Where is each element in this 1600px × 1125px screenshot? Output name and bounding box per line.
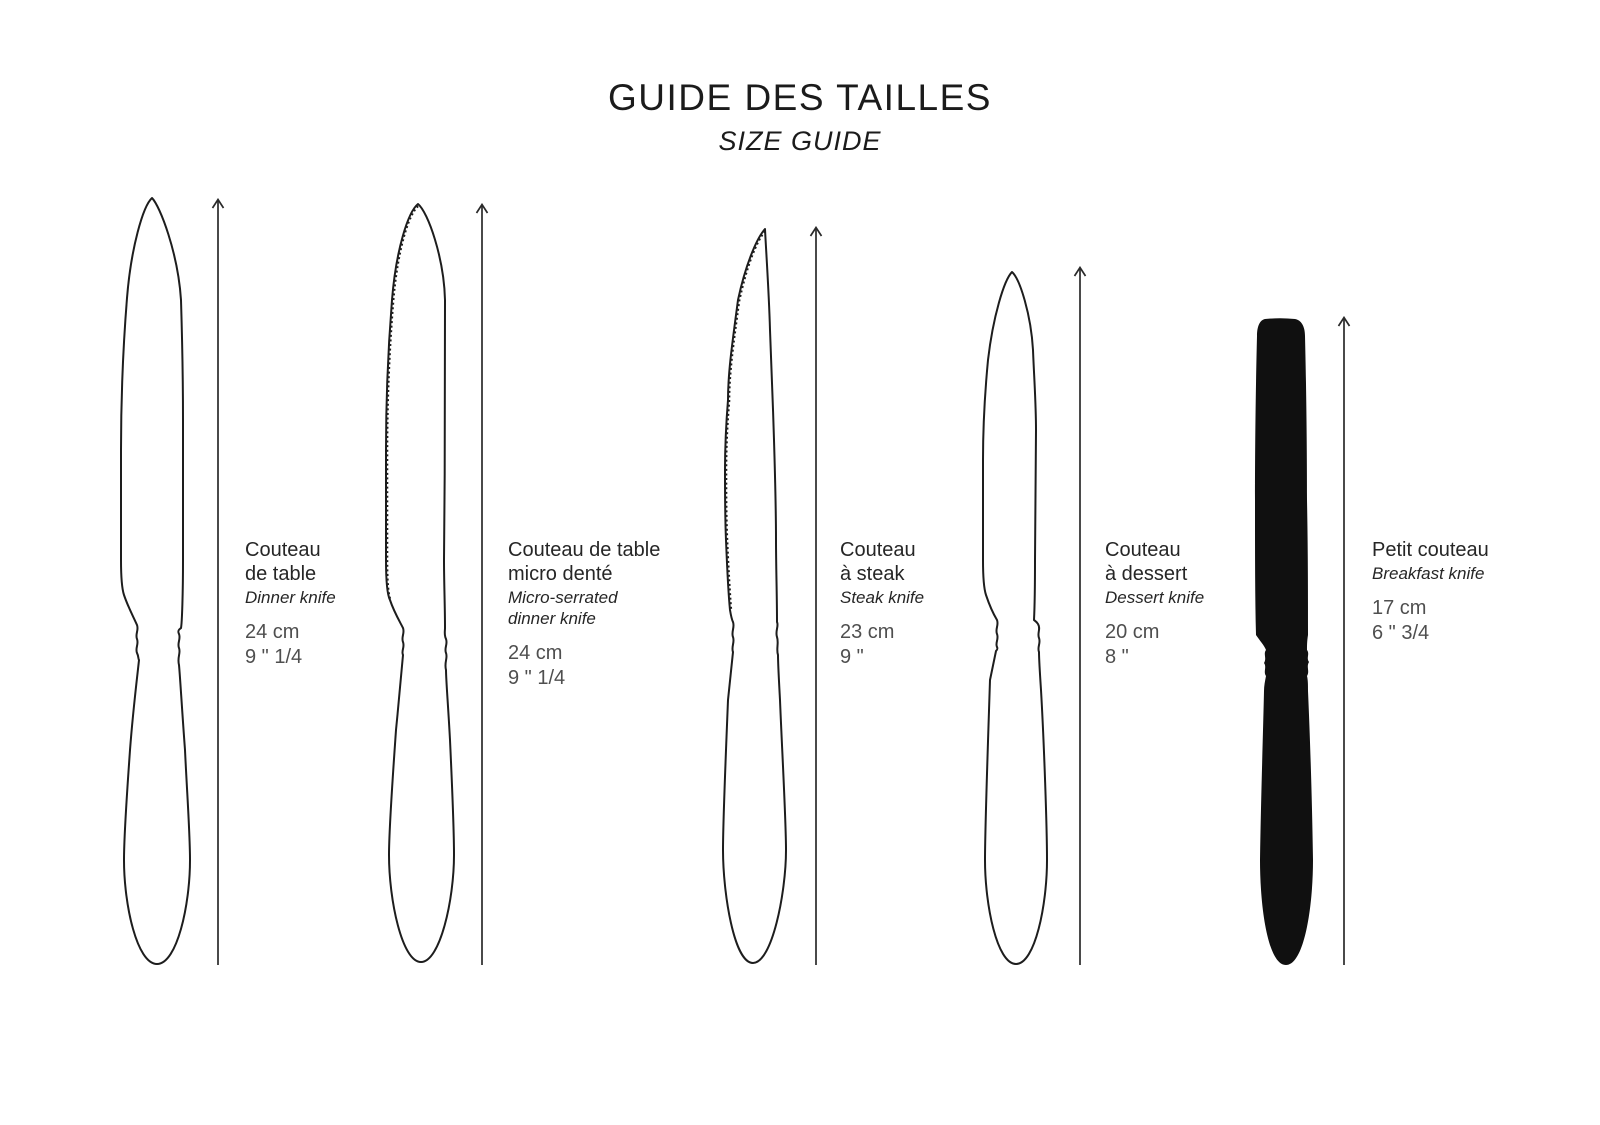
size-inches: 9 " 1/4 [245,646,303,668]
size-cm: 20 cm [1105,621,1160,643]
knife-name-en: Dessert knife [1105,588,1205,607]
title-french: GUIDE DES TAILLES [608,77,992,118]
knife-label-breakfast [1372,538,1600,646]
dessert-knife-illustration [963,267,1063,967]
knife-name-en: Dinner knife [245,588,336,607]
knife-name-en: Micro-serrated dinner knife [508,588,618,628]
size-arrow-dinner-knife [210,198,226,966]
knife-name-fr: Couteau à dessert [1105,539,1188,585]
dinner-knife-illustration [105,193,205,968]
size-cm: 24 cm [245,621,300,643]
breakfast-knife-illustration [1240,316,1340,968]
size-arrow-dessert-knife [1072,266,1088,966]
knife-name-en: Breakfast knife [1372,564,1485,583]
knife-name-fr: Couteau de table [245,539,321,585]
size-cm: 17 cm [1372,597,1427,619]
size-arrow-micro-serrated-knife [474,203,490,966]
knife-name-fr: Couteau de table micro denté [508,539,661,585]
steak-knife-illustration [700,225,800,967]
knife-sizes [1372,596,1600,646]
micro-serrated-dinner-knife-illustration [368,198,468,968]
knife-name-fr: Petit couteau [1372,539,1489,561]
size-cm: 24 cm [508,642,563,664]
page-title [0,78,1600,157]
size-inches: 9 " [840,646,864,668]
size-inches: 9 " 1/4 [508,667,566,689]
size-cm: 23 cm [840,621,895,643]
knife-name-fr: Couteau à steak [840,539,916,585]
size-arrow-breakfast-knife [1336,316,1352,966]
size-inches: 6 " 3/4 [1372,622,1430,644]
title-english: SIZE GUIDE [718,125,882,156]
size-inches: 8 " [1105,646,1129,668]
size-arrow-steak-knife [808,226,824,966]
knife-name-en: Steak knife [840,588,925,607]
